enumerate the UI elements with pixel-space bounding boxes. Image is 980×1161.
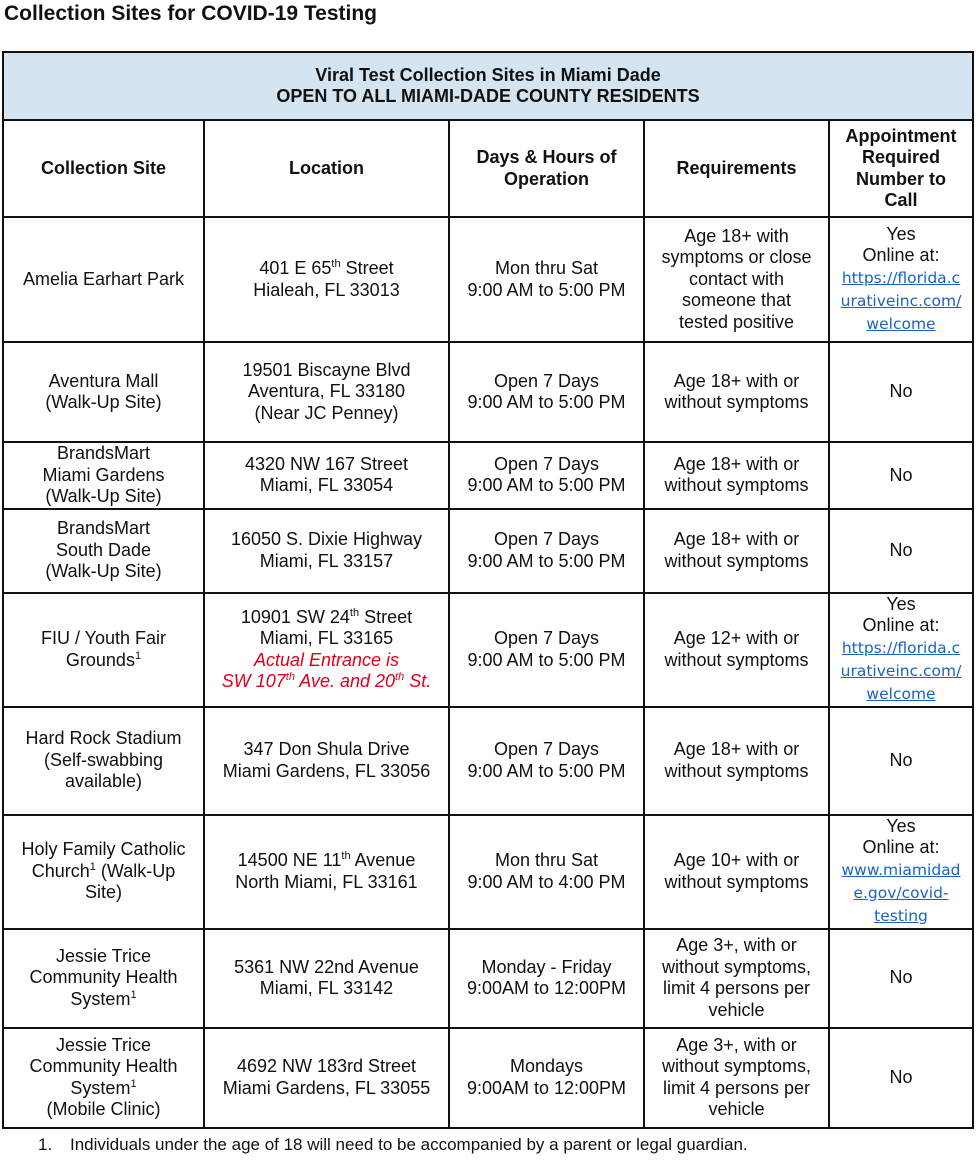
text-line: 9:00 AM to 5:00 PM [467, 760, 626, 781]
booking-link[interactable] [834, 859, 968, 928]
text-line: 9:00AM to 12:00PM [466, 978, 627, 998]
text-line: Community Health [29, 1056, 178, 1076]
text-line: 9:00 AM to 5:00 PM [467, 649, 626, 670]
text-line: (Walk-Up Site) [45, 486, 162, 506]
table-row [3, 217, 973, 342]
footnote-marker: 1 [89, 860, 96, 873]
text-line: Mon thru Sat [494, 258, 599, 278]
link-line: e.gov/covid- [853, 883, 949, 902]
header-requirements: Requirements [644, 120, 829, 217]
cell-appointment [829, 929, 973, 1028]
header-days-hours: Days & Hours of Operation [449, 120, 644, 217]
text-line: 9:00 AM to 4:00 PM [467, 871, 626, 892]
ordinal-suffix: th [285, 671, 295, 683]
cell-site [3, 509, 204, 593]
appointment-answer: No [889, 967, 913, 988]
text-line: without symptoms [664, 649, 809, 670]
link-line: www.miamidad [841, 860, 961, 879]
text-line: System$^1$ [70, 988, 137, 1009]
text-line: available) [64, 771, 143, 792]
text-line: Age 18+ with or [673, 739, 800, 759]
appointment-answer: Yes [886, 223, 916, 244]
text-line: Mondays [509, 1056, 584, 1076]
cell-location [204, 929, 449, 1028]
text-line: Age 18+ with or [673, 529, 800, 549]
header-row [3, 120, 973, 217]
text-line: (Self-swabbing [43, 749, 164, 770]
text-line: 347 Don Shula Drive [243, 739, 410, 759]
appointment-answer: No [889, 539, 913, 560]
banner-subtitle: OPEN TO ALL MIAMI-DADE COUNTY RESIDENTS [276, 86, 700, 106]
link-line: urativeinc.com/ [840, 661, 962, 680]
text-line: contact with [688, 268, 785, 289]
appointment-answer: No [889, 749, 913, 770]
text-line: (Mobile Clinic) [46, 1099, 161, 1119]
text-line: Miami Gardens [42, 464, 165, 485]
appointment-answer: Yes [886, 593, 916, 614]
cell-requirements [644, 1028, 829, 1128]
cell-appointment [829, 707, 973, 815]
cell-requirements [644, 593, 829, 707]
cell-appointment [829, 442, 973, 509]
cell-location [204, 217, 449, 342]
cell-site [3, 815, 204, 929]
table-row [3, 1028, 973, 1128]
text-line: Age 3+, with or [676, 1034, 797, 1055]
booking-link[interactable] [834, 637, 968, 706]
text-line: 9:00 AM to 5:00 PM [467, 550, 626, 571]
cell-location [204, 1028, 449, 1128]
banner-title: Viral Test Collection Sites in Miami Dade [315, 64, 661, 85]
footnote-text: Individuals under the age of 18 will need to be accompanied by a parent or legal guardian. [70, 1135, 748, 1154]
link-line: https://florida.c [841, 638, 961, 657]
text-line: 9:00 AM to 5:00 PM [467, 475, 626, 496]
text-line: Site) [84, 882, 122, 903]
text-line: Open 7 Days [493, 529, 600, 549]
text-line: Open 7 Days [493, 628, 600, 648]
cell-appointment [829, 217, 973, 342]
cell-location [204, 593, 449, 707]
text-line: Open 7 Days [493, 453, 600, 474]
text-line: Mon thru Sat [494, 850, 599, 870]
table-row [3, 929, 973, 1028]
text-line: 4320 NW 167 Street [244, 453, 409, 474]
cell-site [3, 342, 204, 442]
table-banner [3, 52, 973, 120]
online-label: Online at: [862, 837, 940, 857]
text-line: BrandsMart [56, 518, 151, 539]
text-line: without symptoms [664, 475, 809, 496]
cell-requirements [644, 707, 829, 815]
cell-location [204, 707, 449, 815]
appointment-answer: Yes [886, 815, 916, 836]
text-line: South Dade [55, 539, 152, 560]
text-line: Age 18+ with or [673, 370, 800, 391]
text-line: without symptoms, [661, 1056, 812, 1076]
cell-hours [449, 707, 644, 815]
cell-location [204, 509, 449, 593]
text-line: Church$^1$ (Walk-Up [31, 860, 176, 881]
cell-requirements [644, 342, 829, 442]
text-line: SW 107th Ave. and 20th St. [221, 671, 432, 691]
text-line: Monday - Friday [481, 956, 612, 977]
cell-hours [449, 442, 644, 509]
text-line: Miami, FL 33142 [259, 978, 394, 998]
cell-requirements [644, 929, 829, 1028]
table-row [3, 707, 973, 815]
link-line: https://florida.c [841, 268, 961, 287]
table-row [3, 593, 973, 707]
text-line: vehicle [708, 1099, 765, 1119]
text-line: System$^1$ [70, 1077, 137, 1098]
text-line: 9:00AM to 12:00PM [466, 1077, 627, 1098]
text-line: 19501 Biscayne Blvd [242, 359, 411, 380]
ordinal-suffix: th [395, 671, 405, 683]
text-line: vehicle [708, 999, 765, 1020]
cell-appointment [829, 1028, 973, 1128]
cell-requirements [644, 815, 829, 929]
link-line: urativeinc.com/ [840, 291, 962, 310]
text-line: Age 3+, with or [676, 935, 797, 955]
header-collection-site: Collection Site [3, 120, 204, 217]
cell-hours [449, 1028, 644, 1128]
text-line: symptoms or close [661, 247, 812, 268]
text-line: without symptoms [664, 550, 809, 571]
text-line: without symptoms [664, 871, 809, 892]
cell-appointment [829, 342, 973, 442]
text-line: Hard Rock Stadium [25, 728, 182, 749]
online-label: Online at: [862, 245, 940, 265]
text-line: FIU / Youth Fair [40, 628, 167, 648]
cell-appointment [829, 593, 973, 707]
online-label: Online at: [862, 615, 940, 635]
link-line: welcome [866, 314, 936, 333]
text-line: 5361 NW 22nd Avenue [234, 956, 419, 977]
cell-requirements [644, 509, 829, 593]
cell-site [3, 929, 204, 1028]
text-line: Actual Entrance is [253, 649, 400, 670]
table-row [3, 442, 973, 509]
cell-appointment [829, 509, 973, 593]
footnote-marker: 1 [130, 1077, 137, 1090]
cell-appointment [829, 815, 973, 929]
entrance-note [209, 650, 444, 693]
text-line: Age 12+ with or [673, 628, 800, 648]
link-line: testing [874, 906, 928, 925]
text-line: Miami Gardens, FL 33055 [222, 1077, 431, 1098]
footnote-number: 1. [38, 1135, 53, 1154]
cell-site [3, 442, 204, 509]
text-line: Open 7 Days [493, 370, 600, 391]
cell-hours [449, 929, 644, 1028]
text-line: without symptoms [664, 392, 809, 412]
cell-hours [449, 815, 644, 929]
cell-requirements [644, 442, 829, 509]
link-line: welcome [866, 684, 936, 703]
footnote [38, 1135, 748, 1155]
footnote-marker: 1 [130, 988, 137, 1001]
ordinal-suffix: th [331, 258, 341, 270]
appointment-answer: No [889, 464, 913, 485]
text-line: Miami, FL 33157 [259, 550, 394, 571]
table-row [3, 815, 973, 929]
text-line: Aventura Mall [48, 370, 159, 391]
text-line: Age 10+ with or [673, 850, 800, 870]
cell-site [3, 593, 204, 707]
text-line: without symptoms [664, 760, 809, 781]
text-line: someone that [681, 290, 792, 311]
footnote-marker: 1 [134, 649, 142, 662]
text-line: 9:00 AM to 5:00 PM [467, 279, 626, 300]
cell-site [3, 707, 204, 815]
text-line: BrandsMart [56, 443, 151, 463]
appointment-answer: No [889, 1066, 913, 1087]
text-line: (Walk-Up Site) [45, 392, 162, 412]
text-line: limit 4 persons per [662, 978, 811, 998]
text-line: limit 4 persons per [662, 1077, 811, 1098]
cell-location [204, 442, 449, 509]
text-line: Aventura, FL 33180 [247, 381, 406, 402]
text-line: Jessie Trice [55, 945, 152, 966]
page-title: Collection Sites for COVID-19 Testing [4, 2, 377, 25]
text-line: 16050 S. Dixie Highway [230, 529, 423, 549]
text-line: tested positive [678, 311, 795, 332]
cell-requirements [644, 217, 829, 342]
text-line: Miami, FL 33054 [259, 475, 394, 496]
text-line: (Walk-Up Site) [45, 561, 162, 582]
text-line: 14500 NE 11th Avenue [237, 850, 416, 870]
cell-site [3, 217, 204, 342]
ordinal-suffix: th [341, 850, 351, 862]
cell-hours [449, 593, 644, 707]
cell-location [204, 815, 449, 929]
text-line: Holy Family Catholic [21, 839, 186, 860]
booking-link[interactable] [834, 267, 968, 336]
text-line: (Near JC Penney) [254, 402, 399, 423]
text-line: Age 18+ with [684, 225, 789, 246]
text-line: Grounds$^1$ [65, 649, 142, 670]
text-line: without symptoms, [661, 956, 812, 977]
text-line: Community Health [29, 967, 178, 988]
text-line: Hialeah, FL 33013 [253, 279, 400, 300]
cell-site [3, 1028, 204, 1128]
table-row [3, 509, 973, 593]
text-line: 401 E 65th Street [259, 258, 394, 278]
text-line: Amelia Earhart Park [22, 268, 185, 289]
cell-hours [449, 342, 644, 442]
text-line: Jessie Trice [55, 1034, 152, 1055]
header-location: Location [204, 120, 449, 217]
collection-sites-table [2, 51, 974, 1129]
table-row [3, 342, 973, 442]
appointment-answer: No [889, 381, 913, 402]
header-appointment: Appointment Required Number to Call [829, 120, 973, 217]
text-line: 10901 SW 24th Street [240, 606, 413, 627]
text-line: 4692 NW 183rd Street [236, 1056, 417, 1076]
text-line: Miami Gardens, FL 33056 [222, 760, 431, 781]
text-line: Age 18+ with or [673, 453, 800, 474]
cell-location [204, 342, 449, 442]
text-line: North Miami, FL 33161 [235, 871, 418, 892]
text-line: 9:00 AM to 5:00 PM [467, 392, 626, 412]
cell-hours [449, 217, 644, 342]
text-line: Open 7 Days [493, 739, 600, 759]
text-line: Miami, FL 33165 [259, 628, 394, 648]
ordinal-suffix: th [349, 606, 360, 619]
cell-hours [449, 509, 644, 593]
